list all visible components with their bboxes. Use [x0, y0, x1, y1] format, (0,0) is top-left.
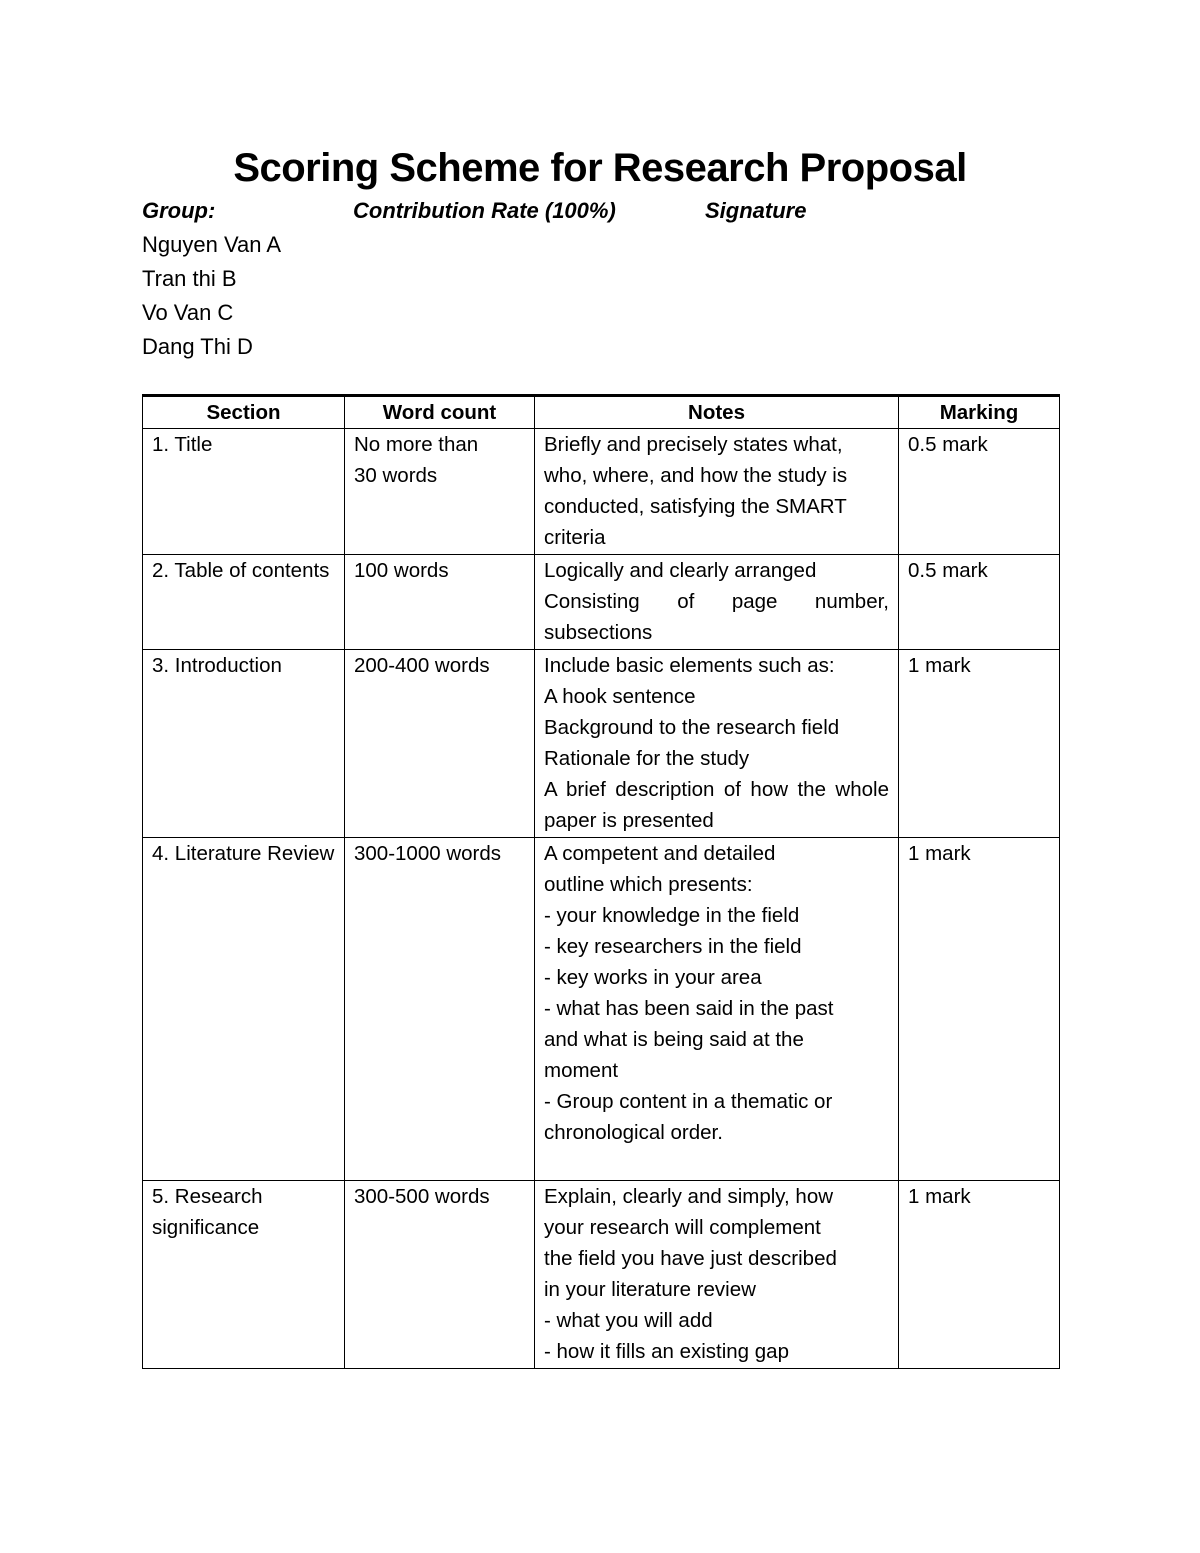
marking-cell: 1 mark: [899, 1181, 1060, 1369]
table-row: [143, 650, 1060, 838]
word-count-line: No more than: [354, 433, 479, 456]
scoring-table: [142, 394, 1060, 1369]
notes-line: - your knowledge in the field: [544, 904, 800, 927]
marking-cell: 0.5 mark: [899, 555, 1060, 650]
notes-cell: [535, 1181, 899, 1369]
table-row: [143, 838, 1060, 1181]
section-cell: 5. Research significance: [143, 1181, 345, 1369]
notes-line: Logically and clearly arranged: [544, 559, 817, 582]
notes-line: outline which presents:: [544, 873, 753, 896]
notes-line: - key works in your area: [544, 966, 762, 989]
word-count-cell: [345, 838, 535, 1181]
group-label: Group:: [142, 198, 216, 223]
notes-line: Background to the research field: [544, 716, 840, 739]
table-header-row: [143, 396, 1060, 429]
notes-line: - Group content in a thematic or: [544, 1090, 833, 1113]
notes-line: criteria: [544, 526, 606, 549]
word-count-line: 300-500 words: [354, 1185, 490, 1208]
notes-line: Rationale for the study: [544, 747, 750, 770]
header-section: Section: [143, 396, 345, 429]
word-count-line: 100 words: [354, 559, 449, 582]
notes-cell: [535, 429, 899, 555]
word-count-cell: [345, 555, 535, 650]
header-notes: Notes: [535, 396, 899, 429]
member-name: Nguyen Van A: [142, 232, 282, 257]
word-count-line: 30 words: [354, 464, 438, 487]
marking-cell: 0.5 mark: [899, 429, 1060, 555]
notes-line: Explain, clearly and simply, how: [544, 1185, 834, 1208]
notes-cell: [535, 650, 899, 838]
notes-line: Briefly and precisely states what,: [544, 433, 843, 456]
member-list: [142, 228, 281, 364]
word-count-line: 200-400 words: [354, 654, 490, 677]
notes-line: moment: [544, 1059, 619, 1082]
notes-line: your research will complement: [544, 1216, 821, 1239]
table-row: [143, 429, 1060, 555]
member-name: Tran thi B: [142, 266, 237, 291]
member-name: Dang Thi D: [142, 334, 253, 359]
contribution-rate-label: Contribution Rate (100%): [353, 198, 616, 223]
word-count-cell: [345, 650, 535, 838]
section-cell: 4. Literature Review: [143, 838, 345, 1181]
section-cell: 1. Title: [143, 429, 345, 555]
section-cell: 3. Introduction: [143, 650, 345, 838]
marking-cell: 1 mark: [899, 838, 1060, 1181]
section-cell: 2. Table of contents: [143, 555, 345, 650]
notes-line: conducted, satisfying the SMART: [544, 495, 847, 518]
notes-line: - how it fills an existing gap: [544, 1340, 789, 1363]
table-row: [143, 1181, 1060, 1369]
notes-cell: [535, 555, 899, 650]
word-count-line: 300-1000 words: [354, 842, 502, 865]
table-row: [143, 555, 1060, 650]
notes-line: - key researchers in the field: [544, 935, 802, 958]
word-count-cell: [345, 1181, 535, 1369]
notes-line: A brief description of how the whole paper is presented: [544, 778, 889, 832]
notes-cell: [535, 838, 899, 1181]
notes-line: chronological order.: [544, 1121, 723, 1144]
notes-line: A competent and detailed: [544, 842, 776, 865]
notes-line: who, where, and how the study is: [544, 464, 848, 487]
group-header: [142, 198, 1042, 228]
notes-line: Consisting of page number, subsections: [544, 590, 889, 644]
header-marking: Marking: [899, 396, 1060, 429]
notes-line: the field you have just described: [544, 1247, 837, 1270]
member-name: Vo Van C: [142, 300, 234, 325]
notes-line: - what has been said in the past: [544, 997, 834, 1020]
notes-line: A hook sentence: [544, 685, 696, 708]
word-count-cell: [345, 429, 535, 555]
signature-label: Signature: [705, 198, 807, 223]
notes-line: and what is being said at the: [544, 1028, 804, 1051]
marking-cell: 1 mark: [899, 650, 1060, 838]
header-word-count: Word count: [345, 396, 535, 429]
page-title: Scoring Scheme for Research Proposal: [233, 146, 967, 190]
notes-line: Include basic elements such as:: [544, 654, 835, 677]
notes-line: in your literature review: [544, 1278, 756, 1301]
notes-line: - what you will add: [544, 1309, 713, 1332]
